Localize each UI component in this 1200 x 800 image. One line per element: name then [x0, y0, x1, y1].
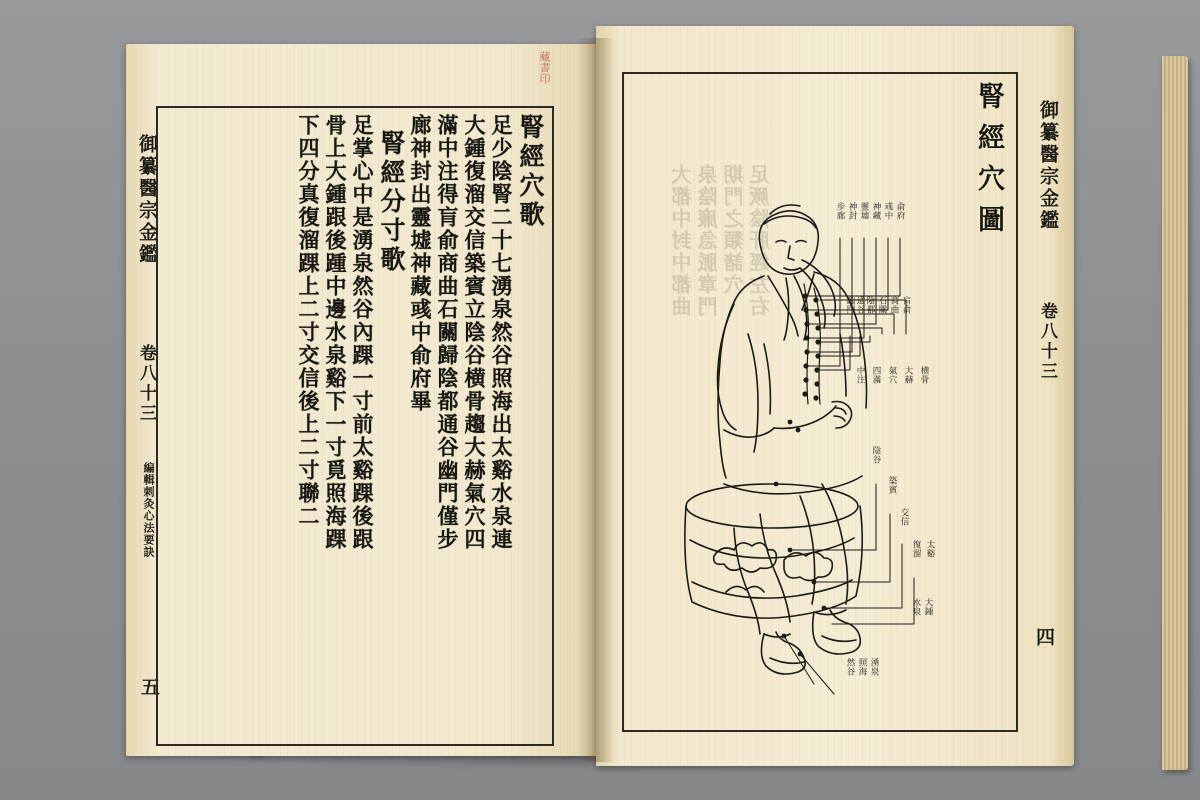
- label-group-torso: [845, 295, 929, 384]
- label-taixi: 太谿: [925, 540, 935, 558]
- meridian-line-secondary: [814, 288, 820, 404]
- forearm: [774, 406, 836, 428]
- bleed-column-4: 足厥陰肝經左右: [749, 164, 773, 318]
- left-page-columns: [158, 108, 552, 744]
- column-text-2: 大鍾復溜交信築賓立陰谷横骨趨大赫氣穴四: [462, 114, 487, 551]
- right-page-spine-title: [1035, 100, 1062, 232]
- label-youmen: 幽門: [845, 296, 855, 314]
- volume-text: 卷八十三: [136, 344, 156, 424]
- column-text-7: 下四分真復溜踝上二寸交信後上二寸聯二: [296, 114, 321, 528]
- right-page-folio: 四: [1033, 627, 1055, 646]
- label-shiguan: 石關: [877, 296, 887, 314]
- bleed-column-3: 期門之類諸穴: [723, 164, 747, 296]
- label-lingxu: 靈墟: [859, 202, 869, 220]
- finger-2: [834, 416, 845, 421]
- sleeve-hem-left: [724, 428, 774, 437]
- label-zhaohai: 照海: [857, 658, 867, 676]
- label-zhongzhu: 中注: [855, 366, 865, 384]
- spine-title-text-right: 御纂醫宗金鑑: [1037, 100, 1059, 232]
- hand: [832, 402, 852, 429]
- open-book: [126, 22, 1076, 778]
- eye-left: [776, 241, 786, 243]
- label-fuliu: 復溜: [911, 540, 921, 558]
- label-yongquan: 湧泉: [869, 658, 879, 676]
- column-text-3: 滿中注得肓俞商曲石關歸陰都通谷幽門僅步: [435, 114, 460, 551]
- label-qixue: 氣穴: [887, 366, 897, 384]
- illustration-title: 腎經穴圖: [973, 82, 1004, 246]
- shoe-right: [813, 610, 861, 654]
- fold-2: [764, 344, 770, 414]
- column-text-5: 足掌心中是湧泉然谷內踝一寸前太谿踝後跟: [350, 114, 375, 551]
- label-shangqu: 商曲: [889, 296, 899, 314]
- finger-1: [836, 408, 846, 414]
- label-shenfeng: 神封: [847, 202, 857, 220]
- spine-title-text: 御纂醫宗金鑑: [136, 134, 158, 266]
- fold-1: [748, 334, 758, 452]
- column-text-1: 足少陰腎二十七湧泉然谷照海出太谿水泉連: [489, 114, 514, 551]
- nose: [788, 246, 794, 260]
- left-page: [126, 44, 596, 756]
- collar-right: [802, 274, 814, 310]
- shoe-right-sole: [822, 636, 856, 641]
- eye-right: [796, 241, 806, 243]
- label-rangu: 然谷: [845, 658, 855, 676]
- label-siman: 四滿: [871, 366, 881, 384]
- subnote-text: 編輯刺灸心法要訣: [142, 462, 155, 558]
- label-huangshu: 肓俞: [901, 296, 911, 314]
- bleed-column-1: 大都中封中都曲: [671, 164, 695, 318]
- label-zhubin: 築賓: [887, 476, 897, 494]
- column-heading-kidney-measurements: 腎經分寸歌: [377, 130, 406, 275]
- hair-line-2: [770, 205, 800, 214]
- label-henggu: 横骨: [919, 366, 929, 384]
- label-yindu: 陰都: [865, 296, 875, 314]
- fold-3: [840, 334, 846, 396]
- hair-line: [764, 216, 816, 228]
- cloud-motif-bottom: [726, 586, 764, 592]
- label-shuiquan: 水泉: [911, 598, 921, 616]
- column-text-4: 廊神封出靈墟神藏彧中俞府畢: [408, 114, 433, 413]
- right-page: [596, 26, 1074, 766]
- collection-seal: 藏書印: [538, 50, 551, 84]
- page-edge-stack-right: [1162, 56, 1188, 770]
- meridian-points: [774, 293, 827, 656]
- label-group-upper: [835, 201, 905, 220]
- right-page-volume-label: [1035, 302, 1060, 382]
- label-dazhong: 大鍾: [923, 598, 933, 616]
- label-tonggu: 通谷: [855, 296, 865, 314]
- column-heading-kidney-song: 腎經穴歌: [516, 114, 545, 230]
- label-shencang: 神藏: [871, 202, 881, 220]
- label-dahe: 大赫: [903, 366, 913, 384]
- left-page-subnote: [140, 462, 156, 558]
- kidney-meridian-figure: [664, 184, 994, 744]
- bleed-column-2: 泉陰廉急脈章門: [697, 164, 721, 318]
- stool-body: [685, 506, 862, 618]
- column-text-6: 骨上大鍾跟後踵中邊水泉谿下一寸覓照海踝: [323, 114, 348, 551]
- label-yuzhong: 彧中: [883, 202, 893, 220]
- label-jiaoxin: 交信: [899, 508, 909, 526]
- label-yingu: 陰谷: [871, 446, 881, 464]
- stool-band-2: [692, 580, 852, 598]
- right-page-illustration-frame: [622, 72, 1018, 732]
- label-shufu: 俞府: [895, 202, 905, 220]
- mouth: [784, 268, 800, 270]
- leg-right-outer: [822, 484, 848, 604]
- label-bulang: 步廊: [835, 202, 845, 220]
- volume-text-right: 卷八十三: [1037, 302, 1057, 382]
- figure-svg: [664, 184, 994, 744]
- collar-left: [768, 276, 798, 336]
- left-page-text-frame: [156, 106, 554, 746]
- left-page-folio: 五: [138, 677, 160, 696]
